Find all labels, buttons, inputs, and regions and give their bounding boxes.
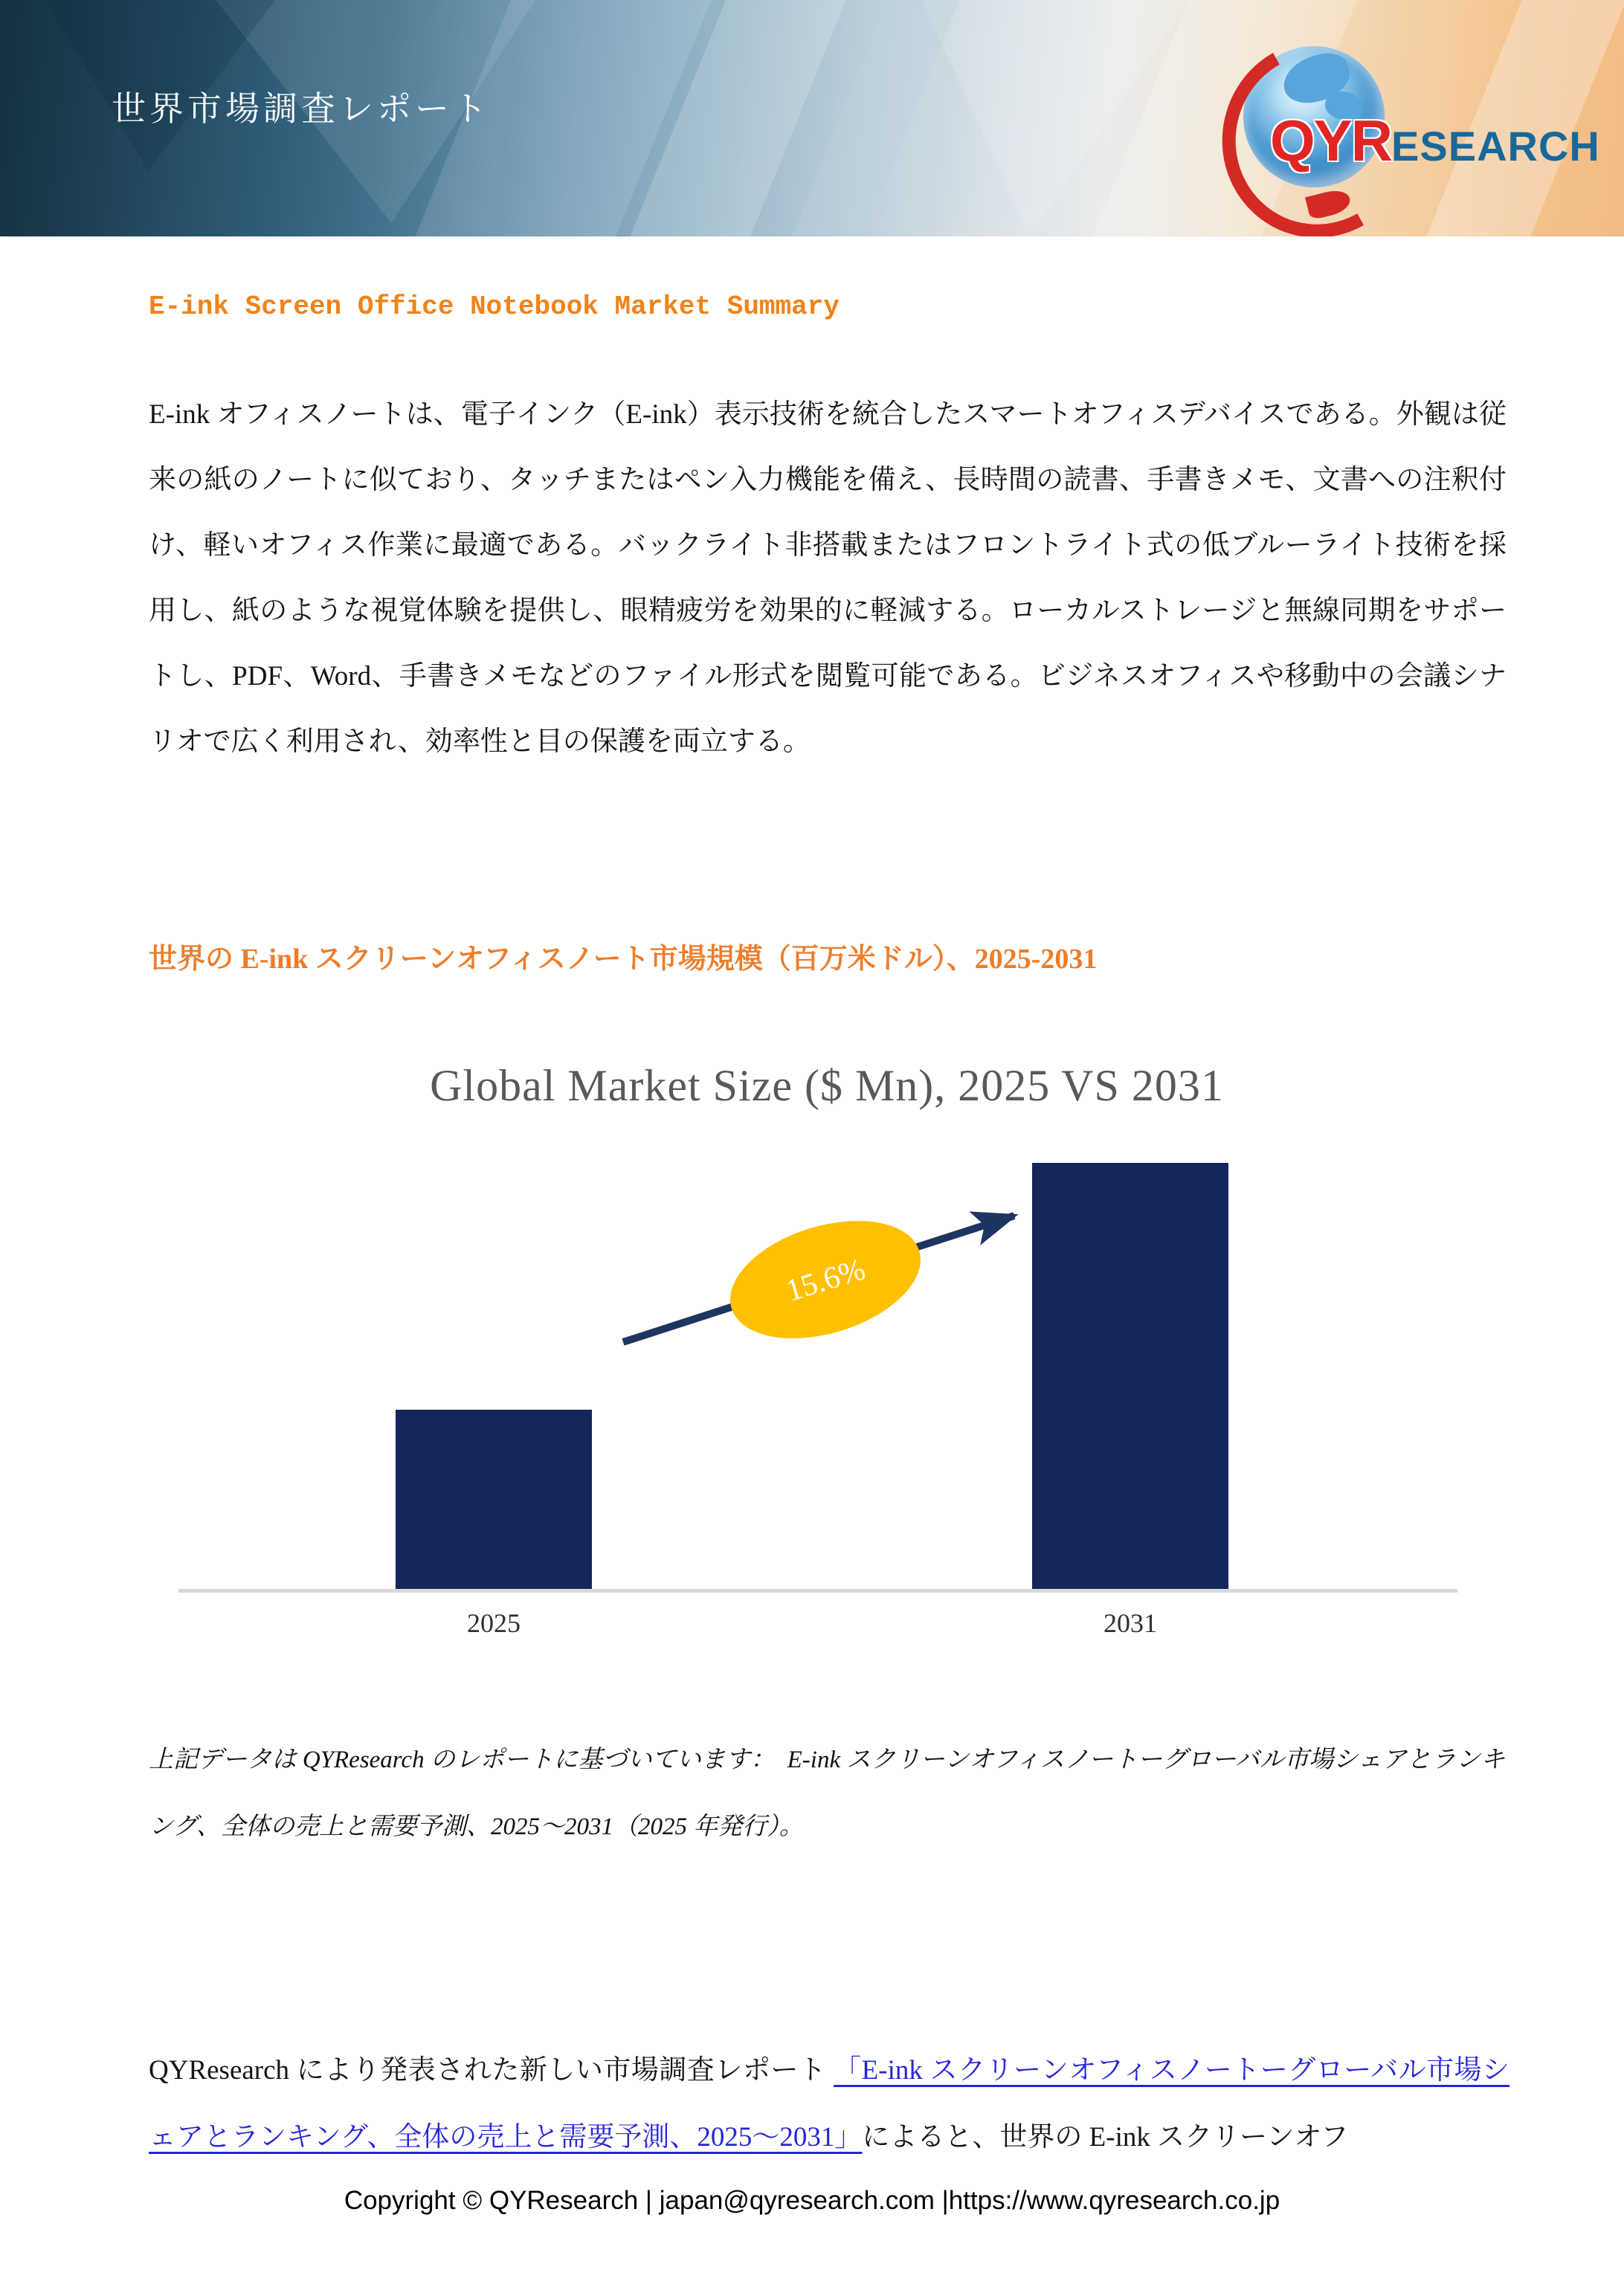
- x-tick-2031: 2031: [1103, 1608, 1157, 1638]
- x-tick-2025: 2025: [467, 1608, 521, 1638]
- qyresearch-logo: [1227, 36, 1600, 223]
- x-axis-line: [178, 1589, 1457, 1593]
- source-note: 上記データは QYResearch のレポートに基づいています： E-ink スクリーンオフィスノートーグローバル市場シェアとランキング、全体の売上と需要予測、2025～2031（2025 年発行）。: [149, 1747, 1505, 1840]
- growth-label: 15.6%: [782, 1252, 869, 1309]
- logo-esearch-text: ESEARCH: [1391, 123, 1600, 170]
- closing-text-post: によると、世界の E-ink スクリーンオフ: [862, 2122, 1349, 2152]
- summary-paragraph: E-ink オフィスノートは、電子インク（E-ink）表示技術を統合したスマートオフィスデバイスである。外観は従来の紙のノートに似ており、タッチまたはペン入力機能を備え、長時間の読書、手書きメモ、文書への注釈付け、軽いオフィス作業に最適である。バックライト非搭載またはフロントライト式の低ブルーライト技術を採用し、紙のような視覚体験を提供し、眼精疲労を効果的に軽減する。ローカルストレージと無線同期をサポートし、PDF、Word、手書きメモなどのファイル形式を閲覧可能である。ビジネスオフィスや移動中の会議シナリオで広く利用され、効率性と目の保護を両立する。: [149, 399, 1507, 757]
- report-header-title: 世界市場調査レポート: [112, 90, 491, 128]
- logo-wordmark: [1270, 107, 1600, 175]
- chart-title: Global Market Size ($ Mn), 2025 VS 2031: [430, 1061, 1224, 1110]
- page-header: [0, 0, 1624, 236]
- growth-annotation: [149, 1041, 1505, 1680]
- closing-paragraph: [149, 2037, 1509, 2171]
- logo-qyr-text: QYR: [1270, 108, 1392, 173]
- market-size-chart: [149, 1041, 1505, 1680]
- page-footer: Copyright © QYResearch | japan@qyresearch.com |https://www.qyresearch.co.jp: [344, 2186, 1280, 2215]
- report-link[interactable]: 「E-ink スクリーンオフィスノートーグローバル市場シェアとランキング、全体の売上と需要予測、2025～2031」: [149, 2055, 1509, 2152]
- market-size-heading: 世界の E-ink スクリーンオフィスノート市場規模（百万米ドル）、2025-2031: [149, 944, 1098, 975]
- summary-heading: E-ink Screen Office Notebook Market Summary: [149, 291, 840, 322]
- closing-text-pre: QYResearch により発表された新しい市場調査レポート: [149, 2055, 834, 2086]
